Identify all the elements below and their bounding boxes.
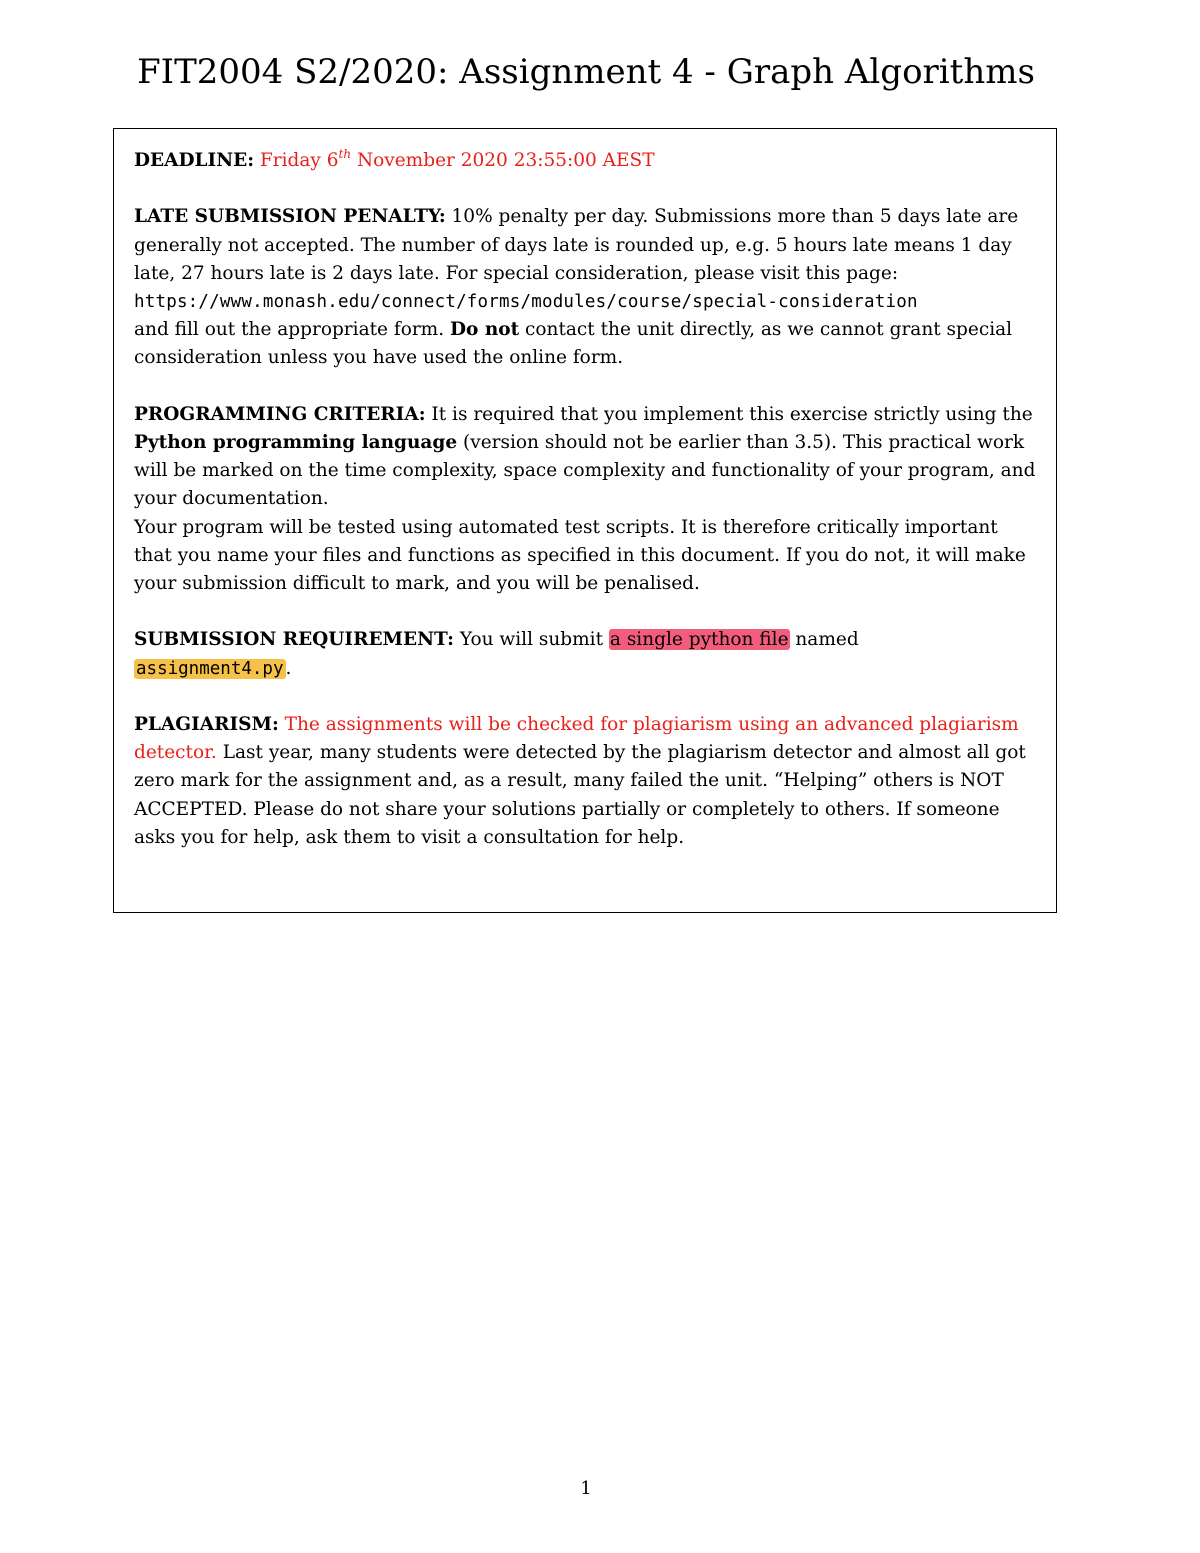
- page-number: 1: [580, 1478, 592, 1499]
- programming-criteria-text-2: (version should not be earlier than 3.5). This practical work will be marked on the time complexity, space complexity and functionality of your program, and your documentation.: [134, 432, 1036, 510]
- deadline-day-suffix: th: [338, 147, 352, 161]
- late-penalty-text-2: and fill out the appropriate form.: [134, 319, 450, 341]
- late-penalty-text-3: contact the unit directly, as we cannot grant special consideration unless you have used the online form.: [134, 319, 1013, 369]
- requirements-content: [134, 140, 1040, 852]
- submission-requirement-paragraph: [134, 626, 1040, 682]
- programming-criteria-paragraph: [134, 401, 1040, 514]
- deadline-label: DEADLINE:: [134, 150, 255, 171]
- late-penalty-text: 10% penalty per day. Submissions more than 5 days late are generally not accepted. The number of days late is rounded up, e.g. 5 hours late means 1 day late, 27 hours late is 2 days late. For special consideration, please visit this page:: [134, 206, 1019, 284]
- plagiarism-paragraph: [134, 711, 1040, 852]
- late-penalty-paragraph-cont: [134, 316, 1040, 372]
- python-language-emphasis: Python programming language: [134, 432, 458, 453]
- late-penalty-paragraph: [134, 203, 1040, 288]
- do-not-emphasis: Do not: [450, 319, 520, 341]
- deadline-rest: November 2020 23:55:00 AEST: [351, 150, 655, 171]
- page-title: FIT2004 S2/2020: Assignment 4 - Graph Algorithms: [137, 52, 1035, 92]
- special-consideration-url-line: [134, 288, 1040, 316]
- submission-text-2: named: [789, 629, 859, 651]
- submission-end: .: [285, 657, 292, 679]
- programming-criteria-label: PROGRAMMING CRITERIA:: [134, 403, 426, 425]
- plagiarism-label: PLAGIARISM:: [134, 714, 279, 735]
- submission-text: You will submit: [453, 629, 609, 651]
- special-consideration-url[interactable]: https://www.monash.edu/connect/forms/modules/course/special-consideration: [134, 292, 918, 312]
- late-penalty-label: LATE SUBMISSION PENALTY:: [134, 206, 446, 228]
- deadline-paragraph: [134, 140, 1040, 175]
- plagiarism-warning: The assignments will be checked for plagiarism using an advanced plagiarism detector.: [134, 714, 1019, 764]
- automated-testing-paragraph: Your program will be tested using automated test scripts. It is therefore critically important that you name your files and functions as specified in this document. If you do not, it will make your submission difficult to mark, and you will be penalised.: [134, 516, 1026, 595]
- submission-requirement-label: SUBMISSION REQUIREMENT:: [134, 629, 454, 651]
- deadline-date: [259, 147, 655, 171]
- plagiarism-text: Last year, many students were detected by the plagiarism detector and almost all got zero mark for the assignment and, as a result, many failed the unit. “Helping” others is NOT ACCEPTED. Please do not share your solutions partially or completely to others. If someone asks you for help, ask them to visit a consultation for help.: [134, 742, 1026, 848]
- deadline-day: Friday 6: [259, 150, 339, 171]
- programming-criteria-text: It is required that you implement this exercise strictly using the: [425, 403, 1033, 425]
- filename-highlight: assignment4.py: [136, 658, 284, 679]
- single-file-highlight: a single python file: [609, 629, 789, 651]
